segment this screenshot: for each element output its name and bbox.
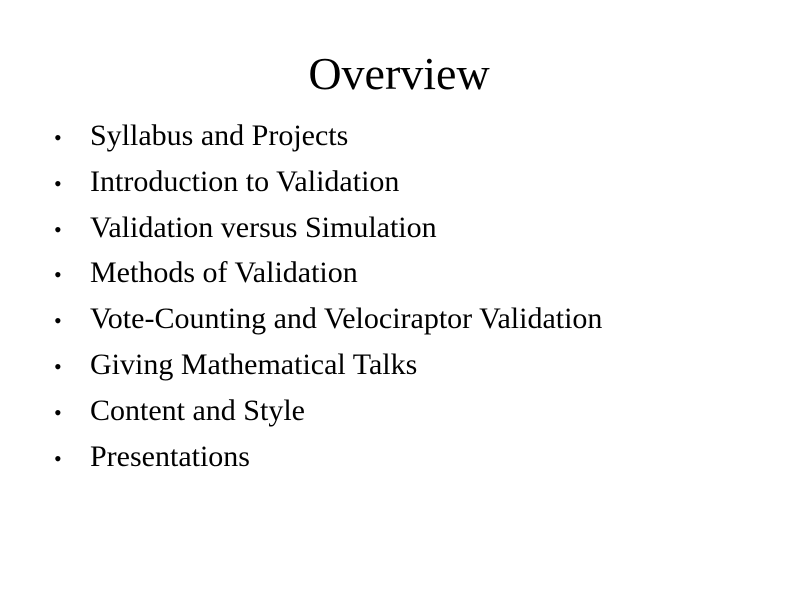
bullet-text: Validation versus Simulation	[90, 210, 437, 244]
bullet-icon: •	[54, 216, 62, 242]
bullet-text: Methods of Validation	[90, 256, 358, 290]
bullet-icon: •	[54, 125, 62, 150]
bullet-text: Content and Style	[90, 393, 305, 427]
bullet-icon: •	[54, 399, 62, 425]
bullet-icon: •	[54, 445, 62, 471]
list-item	[50, 159, 602, 205]
bullet-text: Presentations	[90, 439, 250, 473]
list-item	[50, 113, 602, 159]
bullet-text: Giving Mathematical Talks	[90, 347, 418, 381]
slide-title: Overview	[308, 48, 490, 99]
list-item	[50, 250, 602, 296]
list-item	[50, 388, 602, 434]
bullet-text: Syllabus and Projects	[90, 119, 349, 152]
bullet-text: Vote-Counting and Velociraptor Validation	[90, 302, 603, 336]
bullet-icon: •	[54, 308, 62, 334]
list-item	[50, 205, 602, 251]
bullet-icon: •	[54, 262, 62, 288]
bullet-icon: •	[54, 170, 62, 196]
bullet-text: Introduction to Validation	[90, 164, 400, 198]
bullet-list	[50, 113, 602, 479]
list-item	[50, 434, 602, 480]
list-item	[50, 342, 602, 388]
list-item	[50, 296, 602, 342]
bullet-icon: •	[54, 353, 62, 379]
